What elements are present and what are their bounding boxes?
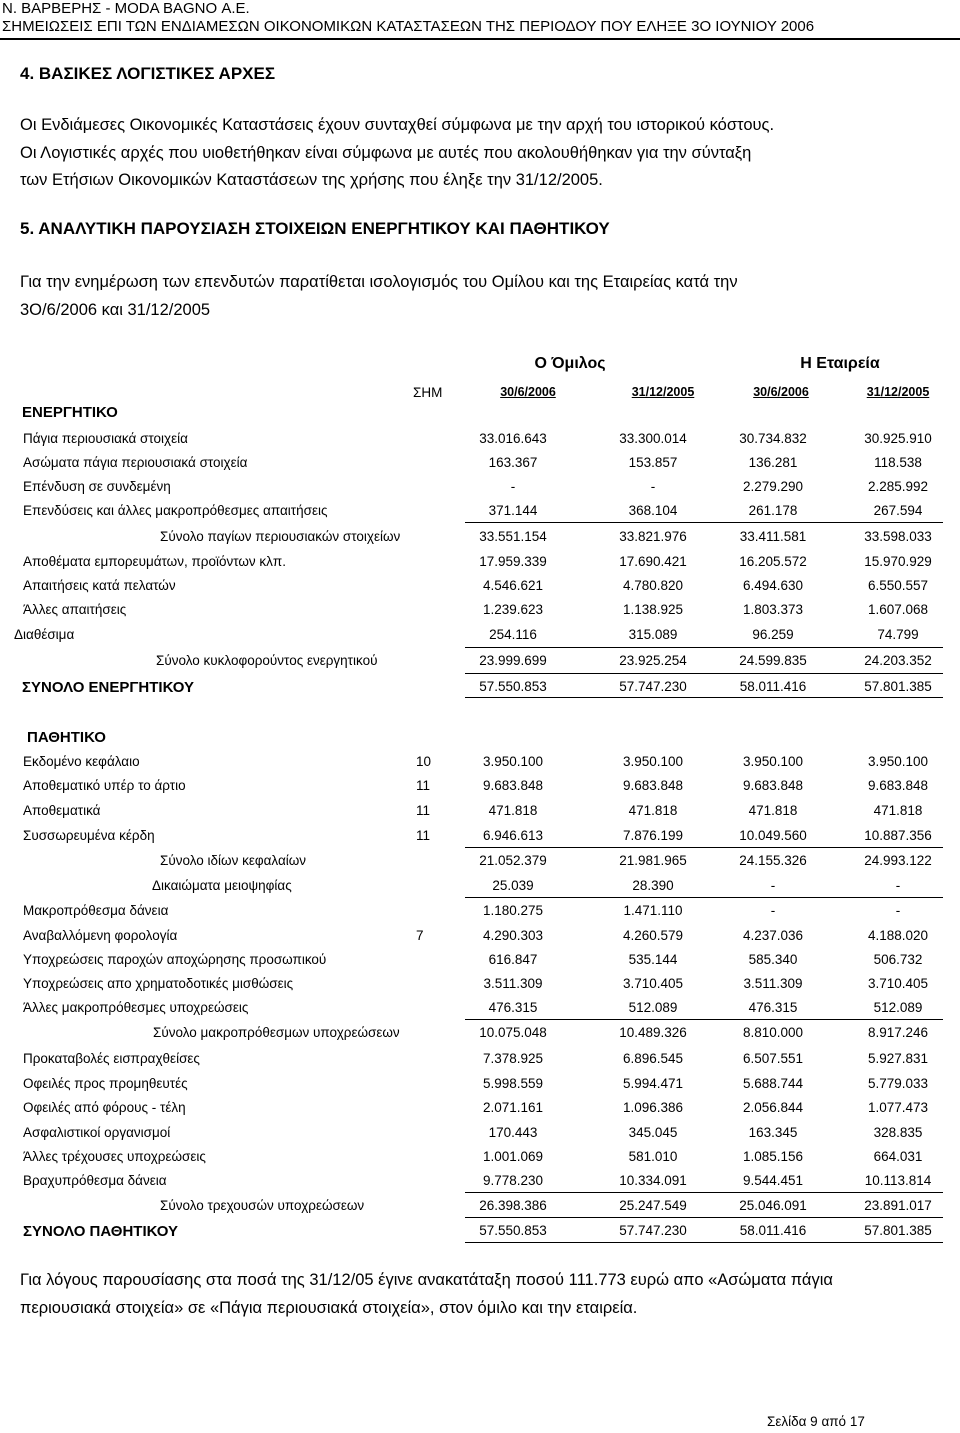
row-value: 1.085.156: [742, 1149, 804, 1164]
row-value: 2.056.844: [742, 1100, 804, 1115]
row-value: 33.821.976: [619, 529, 687, 544]
group-header-company: Η Εταιρεία: [800, 355, 880, 372]
row-value: 476.315: [488, 1000, 538, 1015]
row-note: 7: [416, 928, 424, 943]
row-label: Σύνολο τρεχουσών υποχρεώσεων: [160, 1198, 365, 1213]
table-row: [0, 578, 960, 602]
header-divider: [0, 38, 960, 40]
row-value: 23.925.254: [619, 653, 687, 668]
table-row: [0, 455, 960, 479]
row-value: 9.683.848: [482, 778, 544, 793]
row-value: 118.538: [874, 455, 922, 470]
row-value: 6.896.545: [622, 1051, 684, 1066]
table-row: [0, 1000, 960, 1024]
row-label: Αποθεματικό υπέρ το άρτιο: [23, 778, 186, 793]
row-value: 471.818: [488, 803, 538, 818]
row-value: 7.378.925: [482, 1051, 544, 1066]
row-value: 7.876.199: [622, 828, 684, 843]
table-row: [0, 803, 960, 827]
row-value: 581.010: [628, 1149, 678, 1164]
row-value: 328.835: [873, 1125, 923, 1140]
section-5-line: 3Ο/6/2006 και 31/12/2005: [20, 301, 211, 319]
table-row: [0, 878, 960, 902]
subtotal-row: [0, 853, 960, 877]
column-header: 30/6/2006: [753, 385, 809, 399]
row-value: 585.340: [748, 952, 798, 967]
row-note: 11: [416, 828, 431, 843]
row-value: 10.075.048: [479, 1025, 547, 1040]
total-value: 57.550.853: [479, 679, 547, 694]
row-label: Σύνολο κυκλοφορούντος ενεργητικού: [156, 653, 378, 668]
row-value: 24.599.835: [739, 653, 807, 668]
total-value: 57.550.853: [479, 1223, 547, 1238]
row-value: 616.847: [488, 952, 538, 967]
table-row: [0, 1051, 960, 1075]
table-row: [0, 1125, 960, 1149]
row-note: 11: [416, 803, 431, 818]
row-label: Ασφαλιστικοί οργανισμοί: [23, 1125, 171, 1140]
assets-title: ΕΝΕΡΓΗΤΙΚΟ: [22, 404, 118, 421]
total-value: 57.747.230: [619, 679, 687, 694]
row-value: 4.260.579: [622, 928, 684, 943]
subtotal-row: [0, 1025, 960, 1049]
row-value: 10.113.814: [864, 1173, 932, 1188]
total-rule: [465, 673, 943, 674]
row-value: -: [650, 479, 656, 494]
row-value: -: [510, 479, 516, 494]
row-value: 3.710.405: [867, 976, 929, 991]
row-value: 5.688.744: [742, 1076, 804, 1091]
row-value: 96.259: [752, 627, 794, 642]
column-header: 30/6/2006: [500, 385, 556, 399]
row-label: Μακροπρόθεσμα δάνεια: [23, 903, 169, 918]
row-value: 170.443: [488, 1125, 538, 1140]
row-value: 371.144: [488, 503, 538, 518]
row-value: 267.594: [873, 503, 923, 518]
row-label: Οφειλές από φόρους - τέλη: [23, 1100, 186, 1115]
row-value: 5.994.471: [622, 1076, 684, 1091]
column-header: 31/12/2005: [631, 385, 695, 399]
subtotal-rule: [465, 522, 943, 523]
row-value: 3.511.309: [483, 976, 543, 991]
row-label: Άλλες τρέχουσες υποχρεώσεις: [23, 1149, 206, 1164]
row-label: Προκαταβολές εισπραχθείσες: [23, 1051, 200, 1066]
total-value: 57.747.230: [619, 1223, 687, 1238]
row-value: 535.144: [628, 952, 678, 967]
row-value: 6.494.630: [742, 578, 804, 593]
row-value: 1.607.068: [867, 602, 929, 617]
row-value: 8.917.246: [867, 1025, 929, 1040]
row-value: 25.247.549: [619, 1198, 687, 1213]
total-rule: [465, 1217, 943, 1218]
footnote-line: Για λόγους παρουσίασης στα ποσά της 31/12/05 έγινε ανακατάταξη ποσού 111.773 ευρώ απο «Ασώματα πάγια: [20, 1271, 833, 1289]
row-label: Συσσωρευμένα κέρδη: [23, 828, 155, 843]
row-value: 512.089: [873, 1000, 923, 1015]
total-label: ΣΥΝΟΛΟ ΠΑΘΗΤΙΚΟΥ: [23, 1223, 179, 1240]
total-rule: [465, 1242, 943, 1243]
total-value: 57.801.385: [864, 679, 932, 694]
row-value: 3.950.100: [482, 754, 544, 769]
row-value: 25.039: [492, 878, 534, 893]
document-subtitle: ΣΗΜΕΙΩΣΕΙΣ ΕΠΙ ΤΩΝ ΕΝΔΙΑΜΕΣΩΝ ΟΙΚΟΝΟΜΙΚΩΝ ΚΑΤΑΣΤΑΣΕΩΝ ΤΗΣ ΠΕΡΙΟΔΟΥ ΠΟΥ ΕΛΗΞΕ 3Ο ΙΟΥΝΙΟΥ 2006: [2, 18, 815, 35]
row-value: 9.683.848: [867, 778, 929, 793]
row-label: Ασώματα πάγια περιουσιακά στοιχεία: [23, 455, 248, 470]
row-value: 21.981.965: [619, 853, 687, 868]
row-value: 26.398.386: [479, 1198, 547, 1213]
table-row: [0, 479, 960, 503]
row-label: Διαθέσιμα: [14, 627, 75, 642]
row-value: 15.970.929: [864, 554, 932, 569]
row-value: 163.345: [748, 1125, 798, 1140]
row-value: 4.780.820: [622, 578, 684, 593]
row-label: Σύνολο παγίων περιουσιακών στοιχείων: [160, 529, 401, 544]
row-value: -: [770, 903, 776, 918]
row-value: 17.690.421: [619, 554, 687, 569]
total-value: 58.011.416: [739, 1223, 807, 1238]
row-value: 9.778.230: [482, 1173, 544, 1188]
row-value: 25.046.091: [739, 1198, 807, 1213]
company-name: Ν. ΒΑΡΒΕΡΗΣ - MODA BAGNO Α.Ε.: [2, 0, 250, 17]
row-label: Υποχρεώσεις απο χρηματοδοτικές μισθώσεις: [23, 976, 294, 991]
row-value: 664.031: [873, 1149, 923, 1164]
row-label: Υποχρεώσεις παροχών αποχώρησης προσωπικού: [23, 952, 327, 967]
row-value: 24.993.122: [864, 853, 932, 868]
row-value: 16.205.572: [739, 554, 807, 569]
subtotal-rule: [465, 847, 943, 848]
row-value: 1.803.373: [742, 602, 804, 617]
row-value: 10.887.356: [864, 828, 932, 843]
row-value: 30.925.910: [864, 431, 932, 446]
row-value: 33.411.581: [739, 529, 807, 544]
row-value: 153.857: [628, 455, 678, 470]
table-row: [0, 976, 960, 1000]
section-4-line: Οι Λογιστικές αρχές που υιοθετήθηκαν είναι σύμφωνα με αυτές που ακολουθήθηκαν για την σύνταξη: [20, 144, 752, 162]
table-row: [0, 602, 960, 626]
row-value: 9.544.451: [742, 1173, 804, 1188]
row-value: 3.950.100: [867, 754, 929, 769]
row-value: 4.290.303: [482, 928, 544, 943]
table-row: [0, 1076, 960, 1100]
row-value: 4.546.621: [482, 578, 544, 593]
table-row: [0, 1149, 960, 1173]
row-label: Αποθεματικά: [23, 803, 101, 818]
total-value: 57.801.385: [864, 1223, 932, 1238]
row-label: Απαιτήσεις κατά πελατών: [23, 578, 176, 593]
table-row: [0, 754, 960, 778]
table-row: [0, 554, 960, 578]
subtotal-rule: [465, 897, 943, 898]
row-value: 33.551.154: [479, 529, 547, 544]
row-value: 28.390: [632, 878, 674, 893]
table-row: [0, 828, 960, 852]
row-value: 24.203.352: [864, 653, 932, 668]
row-value: 8.810.000: [742, 1025, 804, 1040]
row-value: 368.104: [628, 503, 678, 518]
subtotal-rule: [465, 1192, 943, 1193]
footnote-line: περιουσιακά στοιχεία» σε «Πάγια περιουσιακά στοιχεία», στον όμιλο και την εταιρεία.: [20, 1299, 638, 1317]
row-value: 9.683.848: [742, 778, 804, 793]
assets-total-row: [0, 679, 960, 703]
row-value: 345.045: [628, 1125, 678, 1140]
section-5-line: Για την ενημέρωση των επενδυτών παρατίθεται ισολογισμός του Ομίλου και της Εταιρείας κατά την: [20, 273, 738, 291]
row-value: 33.598.033: [864, 529, 932, 544]
group-header-group: Ο Όμιλος: [534, 355, 606, 372]
row-value: 30.734.832: [739, 431, 807, 446]
row-value: 6.550.557: [867, 578, 929, 593]
row-value: 1.077.473: [867, 1100, 929, 1115]
page-number: Σελίδα 9 από 17: [767, 1414, 865, 1429]
row-value: 2.285.992: [867, 479, 929, 494]
row-value: 471.818: [748, 803, 798, 818]
row-value: 1.001.069: [482, 1149, 544, 1164]
table-row: [0, 1100, 960, 1124]
row-value: 315.089: [628, 627, 678, 642]
row-value: 24.155.326: [739, 853, 807, 868]
row-label: Σύνολο ιδίων κεφαλαίων: [160, 853, 307, 868]
section-5-title: 5. ΑΝΑΛΥΤΙΚΗ ΠΑΡΟΥΣΙΑΣΗ ΣΤΟΙΧΕΙΩΝ ΕΝΕΡΓΗΤΙΚΟΥ ΚΑΙ ΠΑΘΗΤΙΚΟΥ: [20, 219, 610, 238]
liabilities-total-row: [0, 1223, 960, 1247]
row-value: 3.950.100: [742, 754, 804, 769]
subtotal-rule: [465, 647, 943, 648]
row-value: 10.489.326: [619, 1025, 687, 1040]
row-label: Επένδυση σε συνδεμένη: [23, 479, 171, 494]
row-value: -: [895, 903, 901, 918]
row-value: 163.367: [488, 455, 538, 470]
row-value: 74.799: [877, 627, 919, 642]
row-label: Άλλες απαιτήσεις: [23, 602, 127, 617]
table-row: [0, 431, 960, 455]
row-value: 3.950.100: [622, 754, 684, 769]
row-value: 2.279.290: [742, 479, 804, 494]
table-row: [0, 778, 960, 802]
row-label: Επενδύσεις και άλλες μακροπρόθεσμες απαιτήσεις: [23, 503, 328, 518]
row-value: 476.315: [748, 1000, 798, 1015]
row-value: 1.138.925: [622, 602, 684, 617]
row-value: 6.507.551: [742, 1051, 804, 1066]
row-value: 17.959.339: [479, 554, 547, 569]
column-header: 31/12/2005: [866, 385, 930, 399]
row-value: 33.300.014: [619, 431, 687, 446]
row-label: Σύνολο μακροπρόθεσμων υποχρεώσεων: [153, 1025, 400, 1040]
row-value: 1.239.623: [482, 602, 544, 617]
section-4-line: των Ετήσιων Οικονομικών Καταστάσεων της χρήσης που έληξε την 31/12/2005.: [20, 171, 603, 189]
row-value: 4.188.020: [867, 928, 929, 943]
row-value: 10.049.560: [739, 828, 807, 843]
section-4-title: 4. ΒΑΣΙΚΕΣ ΛΟΓΙΣΤΙΚΕΣ ΑΡΧΕΣ: [20, 64, 276, 83]
row-value: 23.891.017: [864, 1198, 932, 1213]
table-row: [0, 1173, 960, 1197]
row-value: 5.779.033: [867, 1076, 929, 1091]
row-value: 254.116: [489, 627, 537, 642]
row-label: Αναβαλλόμενη φορολογία: [23, 928, 178, 943]
row-label: Αποθέματα εμπορευμάτων, προϊόντων κλπ.: [23, 554, 286, 569]
row-value: 6.946.613: [482, 828, 544, 843]
row-note: 11: [416, 778, 431, 793]
row-value: 512.089: [628, 1000, 678, 1015]
row-value: 9.683.848: [622, 778, 684, 793]
row-value: 5.998.559: [482, 1076, 544, 1091]
row-value: 3.710.405: [622, 976, 684, 991]
row-label: Βραχυπρόθεσμα δάνεια: [23, 1173, 167, 1188]
row-value: 4.237.036: [742, 928, 804, 943]
row-value: 261.178: [748, 503, 798, 518]
note-column-header: ΣΗΜ: [413, 385, 443, 400]
row-value: 33.016.643: [479, 431, 547, 446]
row-value: -: [770, 878, 776, 893]
row-value: 471.818: [873, 803, 923, 818]
subtotal-row: [0, 529, 960, 553]
row-value: 2.071.161: [482, 1100, 544, 1115]
row-value: -: [895, 878, 901, 893]
row-value: 3.511.309: [743, 976, 803, 991]
row-value: 21.052.379: [479, 853, 547, 868]
row-label: Άλλες μακροπρόθεσμες υποχρεώσεις: [23, 1000, 249, 1015]
row-label: Πάγια περιουσιακά στοιχεία: [23, 431, 188, 446]
row-value: 136.281: [748, 455, 798, 470]
row-label: Εκδομένο κεφάλαιο: [23, 754, 140, 769]
table-row: [0, 928, 960, 952]
section-4-line: Οι Ενδιάμεσες Οικονομικές Καταστάσεις έχουν συνταχθεί σύμφωνα με την αρχή του ιστορικού κόστους.: [20, 116, 775, 134]
subtotal-rule: [465, 1019, 943, 1020]
row-value: 10.334.091: [619, 1173, 687, 1188]
row-value: 506.732: [873, 952, 923, 967]
total-label: ΣΥΝΟΛΟ ΕΝΕΡΓΗΤΙΚΟΥ: [22, 679, 194, 696]
row-label: Οφειλές προς προμηθευτές: [23, 1076, 188, 1091]
row-label: Δικαιώματα μειοψηφίας: [152, 878, 292, 893]
row-value: 1.471.110: [623, 903, 683, 918]
liabilities-title: ΠΑΘΗΤΙΚΟ: [27, 729, 106, 746]
total-value: 58.011.416: [739, 679, 807, 694]
table-row: [0, 503, 960, 527]
row-value: 1.180.275: [482, 903, 544, 918]
row-note: 10: [416, 754, 432, 769]
table-row: [0, 952, 960, 976]
total-rule: [465, 697, 943, 698]
row-value: 23.999.699: [479, 653, 547, 668]
row-value: 5.927.831: [867, 1051, 929, 1066]
row-value: 471.818: [628, 803, 678, 818]
table-row: [0, 903, 960, 927]
subtotal-row: [0, 1198, 960, 1222]
row-value: 1.096.386: [622, 1100, 684, 1115]
